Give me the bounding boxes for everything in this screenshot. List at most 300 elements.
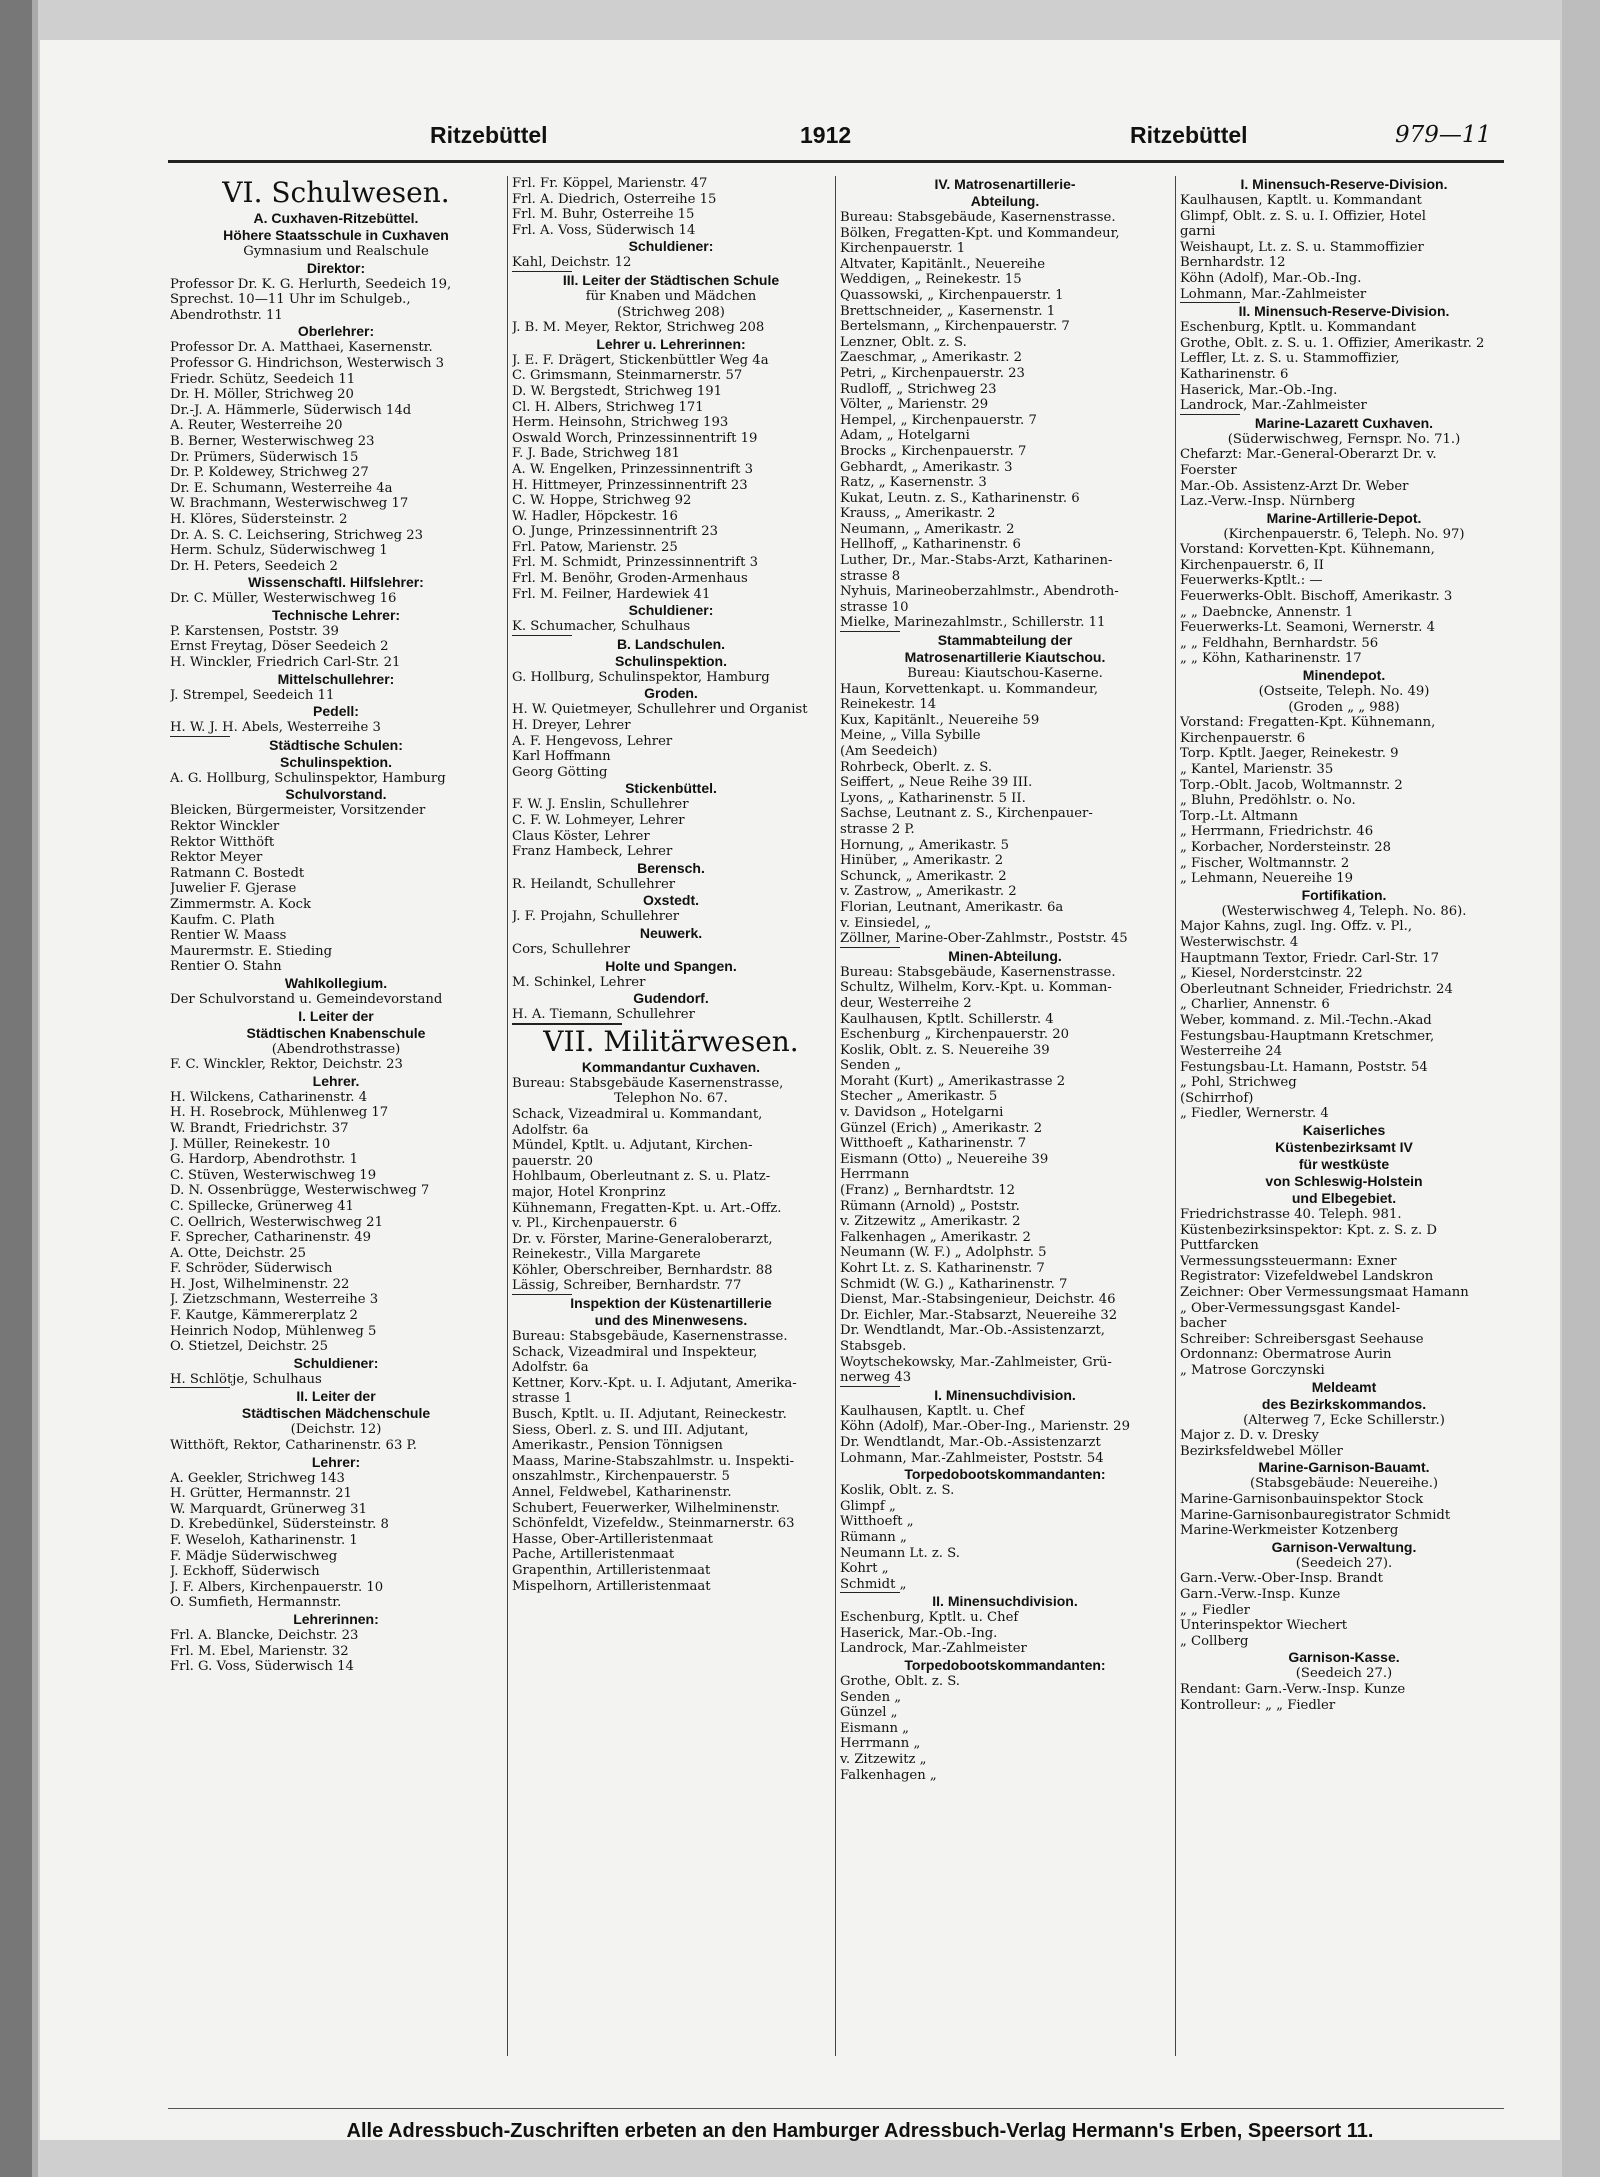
entry-line: Schreiber: Schreibersgast Seehause: [1180, 1331, 1424, 1347]
entry-line: Reinekestr., Villa Margarete: [512, 1247, 701, 1263]
entry-line: Köhler, Oberschreiber, Bernhardstr. 88: [512, 1262, 773, 1278]
entry-line: Neumann (W. F.) „ Adolphstr. 5: [840, 1245, 1047, 1261]
entry-line: A. F. Hengevoss, Lehrer: [512, 733, 673, 749]
entry-line: (Am Seedeich): [840, 744, 938, 759]
entry-line: Weishaupt, Lt. z. S. u. Stammoffizier: [1180, 239, 1424, 255]
entry-line: (Franz) „ Bernhardtstr. 12: [840, 1183, 1016, 1199]
entry-line: Schunck, „ Amerikastr. 2: [840, 868, 1007, 884]
entry-line: Rudloff, „ Strichweg 23: [840, 381, 997, 397]
entry-line: Puttfarcken: [1180, 1238, 1259, 1254]
entry-line: major, Hotel Kronprinz: [512, 1184, 666, 1200]
entry-line: Seiffert, „ Neue Reihe 39 III.: [840, 775, 1033, 791]
section-heading: Schulinspektion.: [279, 753, 392, 770]
entry-line: Mispelhorn, Artilleristenmaat: [512, 1578, 711, 1594]
section-heading: Kommandantur Cuxhaven.: [581, 1058, 761, 1075]
entry-line: W. Brachmann, Westerwischweg 17: [170, 496, 409, 512]
section-heading: Schuldiener:: [628, 238, 714, 255]
entry-line: Zeichner: Ober Vermessungsmaat Hamann: [1180, 1285, 1469, 1301]
section-heading: Mittelschullehrer:: [277, 670, 395, 687]
entry-line: Siess, Oberl. z. S. und III. Adjutant,: [512, 1422, 749, 1438]
entry-line: Frl. Fr. Köppel, Marienstr. 47: [512, 176, 708, 191]
entry-line: Grapenthin, Artilleristenmaat: [512, 1562, 711, 1578]
entry-line: Foerster: [1180, 462, 1237, 478]
section-heading: I. Minensuchdivision.: [934, 1386, 1076, 1403]
entry-line: Dr. A. S. C. Leichsering, Strichweg 23: [170, 527, 423, 543]
entry-line: Altvater, Kapitänlt., Neuereihe: [840, 256, 1046, 272]
entry-line: Kahl, Deichstr. 12: [512, 255, 632, 271]
section-heading: Torpedobootskommandanten:: [904, 1466, 1106, 1483]
entry-line: Landrock, Mar.-Zahlmeister: [1180, 398, 1367, 414]
entry-line: F. J. Bade, Strichweg 181: [512, 446, 680, 462]
entry-line: Major z. D. v. Dresky: [1180, 1428, 1319, 1444]
section-heading: und Elbegebiet.: [1291, 1190, 1397, 1207]
entry-line: D. N. Ossenbrügge, Westerwischweg 7: [170, 1183, 430, 1199]
entry-line: „ Kiesel, Norderstcinstr. 22: [1180, 966, 1363, 982]
column-divider: [835, 176, 836, 2056]
entry-line: H. W. Quietmeyer, Schullehrer und Organist: [512, 702, 808, 718]
entry-line: Unterinspektor Wiechert: [1180, 1618, 1348, 1634]
entry-line: „ Pohl, Strichweg: [1180, 1075, 1297, 1091]
entry-line: Herm. Schulz, Süderwischweg 1: [170, 543, 388, 559]
header-right: Ritzebüttel: [1130, 122, 1248, 148]
section-heading: Torpedobootskommandanten:: [904, 1657, 1106, 1674]
section-heading: Städtischen Knabenschule: [246, 1024, 426, 1041]
page-number: 979—11: [1395, 122, 1492, 148]
entry-line: v. Zastrow, „ Amerikastr. 2: [840, 884, 1017, 900]
entry-line: „ Fischer, Woltmannstr. 2: [1180, 855, 1350, 871]
entry-line: „ „ Köhn, Katharinenstr. 17: [1180, 651, 1362, 667]
entry-line: „ „ Fiedler: [1180, 1602, 1250, 1618]
entry-line: Rendant: Garn.-Verw.-Insp. Kunze: [1180, 1681, 1406, 1697]
entry-line: Kukat, Leutn. z. S., Katharinenstr. 6: [840, 490, 1080, 506]
entry-line: F. W. J. Enslin, Schullehrer: [512, 797, 689, 813]
entry-line: Vorstand: Fregatten-Kpt. Kühnemann,: [1180, 715, 1436, 731]
header-rule: [168, 160, 1504, 163]
section-heading: Berensch.: [637, 859, 705, 876]
section-heading: Lehrerinnen:: [293, 1610, 379, 1627]
entry-line: (Süderwischweg, Fernspr. No. 71.): [1227, 431, 1461, 447]
entry-line: H. Wilckens, Catharinenstr. 4: [170, 1089, 368, 1105]
entry-line: Völter, „ Marienstr. 29: [840, 397, 989, 413]
entry-line: Bölken, Fregatten-Kpt. und Kommandeur,: [840, 225, 1120, 241]
section-heading: Marine-Artillerie-Depot.: [1266, 509, 1422, 526]
entry-line: Mielke, Marinezahlmstr., Schillerstr. 11: [840, 615, 1106, 631]
entry-line: Oswald Worch, Prinzessinnentrift 19: [512, 430, 758, 446]
entry-line: Eschenburg „ Kirchenpauerstr. 20: [840, 1027, 1070, 1043]
entry-line: (Stabsgebäude: Neuereihe.): [1249, 1476, 1439, 1492]
entry-line: C. Stüven, Westerwischweg 19: [170, 1167, 377, 1183]
entry-line: Dr. H. Peters, Seedeich 2: [170, 558, 338, 574]
entry-line: Friedr. Schütz, Seedeich 11: [170, 371, 356, 387]
entry-line: Garn.-Verw.-Ober-Insp. Brandt: [1180, 1571, 1383, 1587]
entry-line: Feuerwerks-Lt. Seamoni, Wernerstr. 4: [1180, 620, 1436, 636]
entry-line: H. Klöres, Südersteinstr. 2: [170, 511, 348, 527]
entry-line: Hauptmann Textor, Friedr. Carl-Str. 17: [1180, 950, 1440, 966]
entry-line: Torp.-Oblt. Jacob, Woltmannstr. 2: [1180, 777, 1403, 793]
entry-line: W. Marquardt, Grünerweg 31: [170, 1501, 367, 1517]
entry-line: Herm. Heinsohn, Strichweg 193: [512, 415, 729, 431]
scan-left-shadow: [32, 0, 38, 2177]
entry-line: Dr. E. Schumann, Westerreihe 4a: [170, 480, 393, 496]
entry-line: Frl. Patow, Marienstr. 25: [512, 539, 678, 555]
entry-line: Petri, „ Kirchenpauerstr. 23: [840, 365, 1025, 381]
entry-line: J. F. Projahn, Schullehrer: [512, 909, 680, 925]
entry-line: Koslik, Oblt. z. S. Neuereihe 39: [840, 1042, 1050, 1058]
section-heading: Städtische Schulen:: [269, 736, 403, 753]
entry-line: M. Schinkel, Lehrer: [512, 974, 646, 990]
entry-line: O. Junge, Prinzessinnentrift 23: [512, 524, 718, 540]
entry-line: für Knaben und Mädchen: [585, 288, 757, 304]
entry-line: Zaeschmar, „ Amerikastr. 2: [840, 350, 1023, 366]
entry-line: Woytschekowsky, Mar.-Zahlmeister, Grü-: [840, 1354, 1112, 1370]
entry-line: Küstenbezirksinspektor: Kpt. z. S. z. D: [1180, 1222, 1437, 1238]
section-heading: II. Leiter der: [296, 1388, 376, 1405]
entry-line: Festungsbau-Lt. Hamann, Poststr. 54: [1180, 1059, 1428, 1075]
entry-line: Rentier W. Maass: [170, 928, 287, 944]
entry-line: Lyons, „ Katharinenstr. 5 II.: [840, 790, 1026, 806]
entry-line: „ Charlier, Annenstr. 6: [1180, 997, 1330, 1013]
entry-line: J. F. Albers, Kirchenpauerstr. 10: [170, 1579, 384, 1595]
entry-line: Friedrichstrasse 40. Teleph. 981.: [1180, 1207, 1402, 1223]
section-heading: des Bezirkskommandos.: [1261, 1395, 1427, 1412]
entry-line: Eismann (Otto) „ Neuereihe 39: [840, 1151, 1049, 1167]
entry-line: Major Kahns, zugl. Ing. Offz. v. Pl.,: [1180, 919, 1413, 935]
section-heading: Groden.: [644, 685, 698, 702]
entry-line: F. Kautge, Kämmererplatz 2: [170, 1308, 358, 1324]
entry-line: „ „ Feldhahn, Bernhardstr. 56: [1180, 635, 1379, 651]
entry-line: Kontrolleur: „ „ Fiedler: [1180, 1697, 1336, 1713]
entry-line: Kaulhausen, Kaptlt. u. Kommandant: [1180, 193, 1422, 208]
entry-line: H. A. Tiemann, Schullehrer: [512, 1007, 695, 1023]
entry-line: Glimpf „: [840, 1498, 896, 1514]
section-heading: Oberlehrer:: [297, 323, 375, 340]
entry-line: Luther, Dr., Mar.-Stabs-Arzt, Katharinen-: [840, 553, 1113, 569]
entry-line: Rektor Witthöft: [170, 834, 275, 850]
entry-line: strasse 10: [840, 599, 909, 615]
entry-line: nerweg 43: [840, 1370, 912, 1386]
entry-line: F. Sprecher, Catharinenstr. 49: [170, 1230, 371, 1246]
entry-line: Mündel, Kptlt. u. Adjutant, Kirchen-: [512, 1138, 753, 1154]
section-heading: Technische Lehrer:: [271, 606, 401, 623]
section-heading: Minendepot.: [1302, 667, 1386, 684]
entry-line: Koslik, Oblt. z. S.: [840, 1483, 955, 1499]
entry-line: Telephon No. 67.: [614, 1091, 728, 1107]
entry-line: Dr. v. Förster, Marine-Generaloberarzt,: [512, 1231, 773, 1247]
entry-line: Frl. M. Buhr, Osterreihe 15: [512, 207, 695, 223]
entry-line: Bernhardstr. 12: [1180, 255, 1286, 271]
entry-line: garni: [1180, 224, 1216, 240]
footer-notice: Alle Adressbuch-Zuschriften erbeten an den Hamburger Adressbuch-Verlag Hermann's Erben, Speersort 11.: [346, 2120, 1374, 2142]
section-heading: Neuwerk.: [639, 924, 703, 941]
entry-line: onszahlmstr., Kirchenpauerstr. 5: [512, 1469, 730, 1485]
entry-line: Kettner, Korv.-Kpt. u. I. Adjutant, Amerika-: [512, 1375, 797, 1391]
section-heading: I. Leiter der: [298, 1007, 374, 1024]
entry-line: Falkenhagen „ Amerikastr. 2: [840, 1229, 1031, 1245]
entry-line: „ Herrmann, Friedrichstr. 46: [1180, 824, 1374, 840]
chapter-heading: VI. Schulwesen.: [222, 176, 450, 209]
entry-line: „ Bluhn, Predöhlstr. o. No.: [1180, 793, 1356, 809]
entry-line: Köhn (Adolf), Mar.-Ober-Ing., Marienstr. 29: [840, 1419, 1130, 1435]
entry-line: G. Hardorp, Abendrothstr. 1: [170, 1152, 359, 1168]
section-heading: Gudendorf.: [633, 990, 709, 1007]
entry-line: Kaulhausen, Kaptlt. u. Chef: [840, 1403, 1025, 1419]
entry-line: v. Zitzewitz „: [840, 1752, 927, 1768]
entry-line: bacher: [1180, 1316, 1227, 1332]
section-heading: Pedell:: [313, 703, 359, 720]
entry-line: „ Kantel, Marienstr. 35: [1180, 762, 1334, 777]
entry-line: F. Weseloh, Katharinenstr. 1: [170, 1533, 358, 1548]
entry-line: A. G. Hollburg, Schulinspektor, Hamburg: [170, 770, 446, 786]
entry-line: C. Oellrich, Westerwischweg 21: [170, 1214, 383, 1230]
entry-line: Laz.-Verw.-Insp. Nürnberg: [1180, 494, 1356, 510]
section-heading: II. Minensuchdivision.: [932, 1593, 1078, 1610]
entry-line: strasse 1: [512, 1391, 573, 1407]
entry-line: Haun, Korvettenkapt. u. Kommandeur,: [840, 681, 1099, 697]
entry-line: „ Collberg: [1180, 1633, 1249, 1649]
entry-line: Brocks „ Kirchenpauerstr. 7: [840, 443, 1027, 459]
entry-line: C. Spillecke, Grünerweg 41: [170, 1198, 354, 1214]
section-heading: Meldeamt: [1311, 1378, 1377, 1395]
entry-line: Moraht (Kurt) „ Amerikastrasse 2: [840, 1073, 1066, 1089]
entry-line: Weber, kommand. z. Mil.-Techn.-Akad: [1180, 1012, 1432, 1028]
entry-line: Frl. M. Schmidt, Prinzessinnentrift 3: [512, 555, 758, 571]
entry-line: F. Mädje Süderwischweg: [170, 1548, 338, 1564]
entry-line: Frl. A. Blancke, Deichstr. 23: [170, 1627, 359, 1643]
entry-line: Franz Hambeck, Lehrer: [512, 844, 673, 860]
entry-line: Professor Dr. K. G. Herlurth, Seedeich 19,: [170, 276, 452, 292]
entry-line: H. Grütter, Hermannstr. 21: [170, 1486, 352, 1502]
entry-line: Reinekestr. 14: [840, 697, 937, 713]
entry-line: Dienst, Mar.-Stabsingenieur, Deichstr. 46: [840, 1292, 1116, 1308]
section-heading: Städtischen Mädchenschule: [241, 1405, 431, 1422]
entry-line: (Schirrhof): [1180, 1090, 1254, 1106]
entry-line: Günzel „: [840, 1705, 898, 1721]
entry-line: Bureau: Stabsgebäude, Kasernenstrasse.: [840, 964, 1116, 980]
section-heading: Küstenbezirksamt IV: [1275, 1139, 1413, 1156]
entry-line: Herrmann: [840, 1167, 910, 1183]
page-header: [170, 122, 1510, 156]
section-heading: Lehrer.: [312, 1072, 360, 1089]
entry-line: Kirchenpauerstr. 6, II: [1180, 557, 1324, 573]
entry-line: Vorstand: Korvetten-Kpt. Kühnemann,: [1180, 542, 1435, 558]
entry-line: Eschenburg, Kptlt. u. Chef: [840, 1610, 1019, 1626]
entry-line: Dr. Wendtlandt, Mar.-Ob.-Assistenzarzt,: [840, 1323, 1105, 1339]
entry-line: Hempel, „ Kirchenpauerstr. 7: [840, 412, 1037, 428]
entry-line: Witthoeft „: [840, 1514, 914, 1530]
section-heading: Kaiserliches: [1302, 1122, 1386, 1139]
section-heading: II. Minensuch-Reserve-Division.: [1238, 303, 1450, 320]
entry-line: Hinüber, „ Amerikastr. 2: [840, 853, 1004, 869]
entry-line: Florian, Leutnant, Amerikastr. 6a: [840, 899, 1064, 915]
entry-line: P. Karstensen, Poststr. 39: [170, 623, 339, 639]
entry-line: (Abendrothstrasse): [271, 1041, 401, 1057]
section-heading: Oxstedt.: [642, 892, 699, 909]
entry-line: Juwelier F. Gjerase: [170, 881, 297, 897]
entry-line: Dr.-J. A. Hämmerle, Süderwisch 14d: [170, 402, 412, 418]
entry-line: Dr. Wendtlandt, Mar.-Ob.-Assistenzarzt: [840, 1434, 1101, 1450]
entry-line: Schack, Vizeadmiral und Inspekteur,: [512, 1344, 758, 1360]
entry-line: Professor G. Hindrichson, Westerwisch 3: [170, 355, 445, 371]
section-heading: für westküste: [1298, 1156, 1390, 1173]
entry-line: Gymnasium und Realschule: [243, 244, 429, 259]
entry-line: Dr. C. Müller, Westerwischweg 16: [170, 591, 397, 607]
section-heading: Fortifikation.: [1301, 886, 1387, 903]
entry-line: Senden „: [840, 1058, 902, 1074]
entry-line: deur, Westerreihe 2: [840, 995, 972, 1011]
scan-right-edge: [1562, 0, 1600, 2177]
entry-line: „ „ Daebncke, Annenstr. 1: [1180, 604, 1354, 620]
entry-line: Der Schulvorstand u. Gemeindevorstand: [170, 991, 443, 1007]
entry-line: Chefarzt: Mar.-General-Oberarzt Dr. v.: [1180, 447, 1437, 463]
entry-line: (Groden „ „ 988): [1288, 699, 1400, 715]
entry-line: Feuerwerks-Kptlt.: —: [1180, 573, 1323, 589]
scan-left-edge: [0, 0, 32, 2177]
entry-line: Westerwischstr. 4: [1180, 934, 1299, 950]
column-2: [512, 176, 830, 2056]
entry-line: Frl. A. Voss, Süderwisch 14: [512, 222, 696, 238]
entry-line: Neumann, „ Amerikastr. 2: [840, 521, 1015, 537]
section-heading: Höhere Staatsschule in Cuxhaven: [223, 227, 449, 243]
entry-line: A. Otte, Deichstr. 25: [170, 1245, 307, 1261]
entry-line: Bureau: Kiautschou-Kaserne.: [907, 666, 1103, 682]
entry-line: Falkenhagen „: [840, 1767, 937, 1783]
entry-line: Westerreihe 24: [1180, 1044, 1283, 1060]
entry-line: Rektor Winckler: [170, 819, 280, 835]
entry-line: (Seedeich 27).: [1295, 1555, 1393, 1571]
entry-line: Georg Götting: [512, 764, 608, 780]
entry-line: Landrock, Mar.-Zahlmeister: [840, 1641, 1027, 1657]
section-heading: Minen-Abteilung.: [948, 947, 1062, 964]
entry-line: J. B. M. Meyer, Rektor, Strichweg 208: [512, 320, 765, 336]
entry-line: Pache, Artilleristenmaat: [512, 1547, 675, 1563]
entry-line: „ Korbacher, Nordersteinstr. 28: [1180, 839, 1391, 855]
entry-line: Grothe, Oblt. z. S. u. 1. Offizier, Amerikastr. 2: [1180, 335, 1485, 351]
section-heading: I. Minensuch-Reserve-Division.: [1240, 176, 1448, 192]
entry-line: Marine-Werkmeister Kotzenberg: [1180, 1523, 1399, 1539]
entry-line: strasse 8: [840, 568, 901, 584]
entry-line: Adolfstr. 6a: [512, 1360, 589, 1376]
entry-line: Neumann Lt. z. S.: [840, 1545, 960, 1561]
entry-line: Köhn (Adolf), Mar.-Ob.-Ing.: [1180, 270, 1362, 286]
entry-line: Frl. G. Voss, Süderwisch 14: [170, 1659, 354, 1675]
section-heading: Marine-Lazarett Cuxhaven.: [1254, 414, 1434, 431]
entry-line: (Strichweg 208): [617, 304, 725, 320]
entry-line: Brettschneider, „ Kasernenstr. 1: [840, 303, 1056, 319]
entry-line: Gebhardt, „ Amerikastr. 3: [840, 459, 1013, 475]
entry-line: Rümann „: [840, 1529, 907, 1545]
entry-line: J. Müller, Reinekestr. 10: [170, 1136, 331, 1152]
section-heading: Schuldiener:: [293, 1354, 379, 1371]
entry-line: Heinrich Nodop, Mühlenweg 5: [170, 1323, 377, 1339]
entry-line: O. Sumfieth, Hermannstr.: [170, 1595, 342, 1611]
entry-line: Schmidt „: [840, 1576, 907, 1592]
entry-line: O. Stietzel, Deichstr. 25: [170, 1339, 328, 1355]
entry-line: Hohlbaum, Oberleutnant z. S. u. Platz-: [512, 1169, 771, 1185]
footer-rule: [168, 2108, 1504, 2109]
entry-line: Amerikastr., Pension Tönnigsen: [512, 1438, 723, 1454]
entry-line: Bleicken, Bürgermeister, Vorsitzender: [170, 803, 426, 819]
entry-line: Lohmann, Mar.-Zahlmeister, Poststr. 54: [840, 1450, 1104, 1466]
entry-line: Hornung, „ Amerikastr. 5: [840, 837, 1009, 853]
section-heading: Schulinspektion.: [614, 652, 727, 669]
entry-line: v. Zitzewitz „ Amerikastr. 2: [840, 1214, 1021, 1230]
entry-line: D. Krebedünkel, Südersteinstr. 8: [170, 1517, 389, 1533]
section-heading: Wissenschaftl. Hilfslehrer:: [248, 574, 424, 591]
section-heading: Schuldiener:: [628, 602, 714, 619]
entry-line: Dr. P. Koldewey, Strichweg 27: [170, 465, 369, 481]
section-heading: Holte und Spangen.: [605, 957, 737, 974]
entry-line: Witthöft, Rektor, Catharinenstr. 63 P.: [170, 1438, 417, 1454]
entry-line: Festungsbau-Hauptmann Kretschmer,: [1180, 1028, 1435, 1044]
entry-line: Rektor Meyer: [170, 850, 263, 866]
section-heading: Stickenbüttel.: [625, 780, 717, 797]
entry-line: J. Eckhoff, Süderwisch: [170, 1564, 320, 1580]
entry-line: Lohmann, Mar.-Zahlmeister: [1180, 286, 1367, 302]
entry-line: „ Lehmann, Neuereihe 19: [1180, 871, 1354, 887]
entry-line: Hellhoff, „ Katharinenstr. 6: [840, 537, 1021, 553]
entry-line: Hasse, Ober-Artilleristenmaat: [512, 1531, 713, 1547]
entry-line: Annel, Feldwebel, Katharinenstr.: [512, 1485, 732, 1500]
section-heading: III. Leiter der Städtischen Schule: [562, 271, 780, 288]
entry-line: J. Zietzschmann, Westerreihe 3: [170, 1292, 379, 1308]
chapter-heading: VII. Militärwesen.: [543, 1024, 799, 1058]
section-heading: Lehrer u. Lehrerinnen:: [596, 335, 746, 352]
entry-line: W. Hadler, Höpckestr. 16: [512, 508, 678, 524]
entry-line: Stabsgeb.: [840, 1338, 907, 1354]
entry-line: Frl. A. Diedrich, Osterreihe 15: [512, 191, 717, 207]
section-heading: Abteilung.: [970, 193, 1040, 209]
entry-line: Busch, Kptlt. u. II. Adjutant, Reineckestr.: [512, 1407, 787, 1423]
entry-line: pauerstr. 20: [512, 1153, 593, 1169]
entry-line: Marine-Garnisonbauregistrator Schmidt: [1180, 1507, 1451, 1523]
entry-line: Witthoeft „ Katharinenstr. 7: [840, 1136, 1027, 1152]
entry-line: R. Heilandt, Schullehrer: [512, 876, 676, 892]
entry-line: Bureau: Stabsgebäude Kasernenstrasse,: [512, 1075, 784, 1091]
entry-line: „ Fiedler, Wernerstr. 4: [1180, 1106, 1329, 1122]
entry-line: Registrator: Vizefeldwebel Landskron: [1180, 1269, 1434, 1285]
entry-line: J. E. F. Drägert, Stickenbüttler Weg 4a: [512, 352, 769, 368]
entry-line: A. W. Engelken, Prinzessinnentrift 3: [512, 461, 754, 477]
entry-line: Schubert, Feuerwerker, Wilhelminenstr.: [512, 1500, 780, 1516]
entry-line: Lenzner, Oblt. z. S.: [840, 334, 967, 350]
entry-line: Leffler, Lt. z. S. u. Stammoffizier,: [1180, 351, 1400, 367]
entry-line: Bureau: Stabsgebäude, Kasernenstrasse.: [840, 210, 1116, 225]
column-1: [170, 176, 502, 2056]
entry-line: Frl. M. Benöhr, Groden-Armenhaus: [512, 571, 748, 587]
entry-line: Oberleutnant Schneider, Friedrichstr. 24: [1180, 981, 1453, 997]
entry-line: Meine, „ Villa Sybille: [840, 728, 981, 744]
section-heading: IV. Matrosenartillerie-: [934, 176, 1076, 192]
entry-line: Bezirksfeldwebel Möller: [1180, 1443, 1343, 1459]
entry-line: Cors, Schullehrer: [512, 941, 631, 957]
entry-line: Adam, „ Hotelgarni: [840, 428, 970, 444]
entry-line: v. Pl., Kirchenpauerstr. 6: [512, 1216, 678, 1232]
entry-line: C. Grimsmann, Steinmarnerstr. 57: [512, 368, 743, 384]
entry-line: Rohrbeck, Oberlt. z. S.: [840, 759, 993, 775]
entry-line: Kirchenpauerstr. 1: [840, 241, 966, 257]
entry-line: Frl. M. Ebel, Marienstr. 32: [170, 1643, 349, 1659]
entry-line: W. Brandt, Friedrichstr. 37: [170, 1120, 349, 1136]
entry-line: C. W. Hoppe, Strichweg 92: [512, 493, 692, 509]
entry-line: Schultz, Wilhelm, Korv.-Kpt. u. Komman-: [840, 980, 1112, 996]
entry-line: F. C. Winckler, Rektor, Deichstr. 23: [170, 1057, 403, 1073]
entry-line: H. W. J. H. Abels, Westerreihe 3: [170, 720, 381, 736]
entry-line: Vermessungssteuermann: Exner: [1180, 1253, 1397, 1269]
entry-line: Abendrothstr. 11: [170, 307, 283, 323]
entry-line: Herrmann „: [840, 1736, 921, 1752]
entry-line: Haserick, Mar.-Ob.-Ing.: [840, 1625, 998, 1641]
entry-line: Senden „: [840, 1689, 902, 1705]
